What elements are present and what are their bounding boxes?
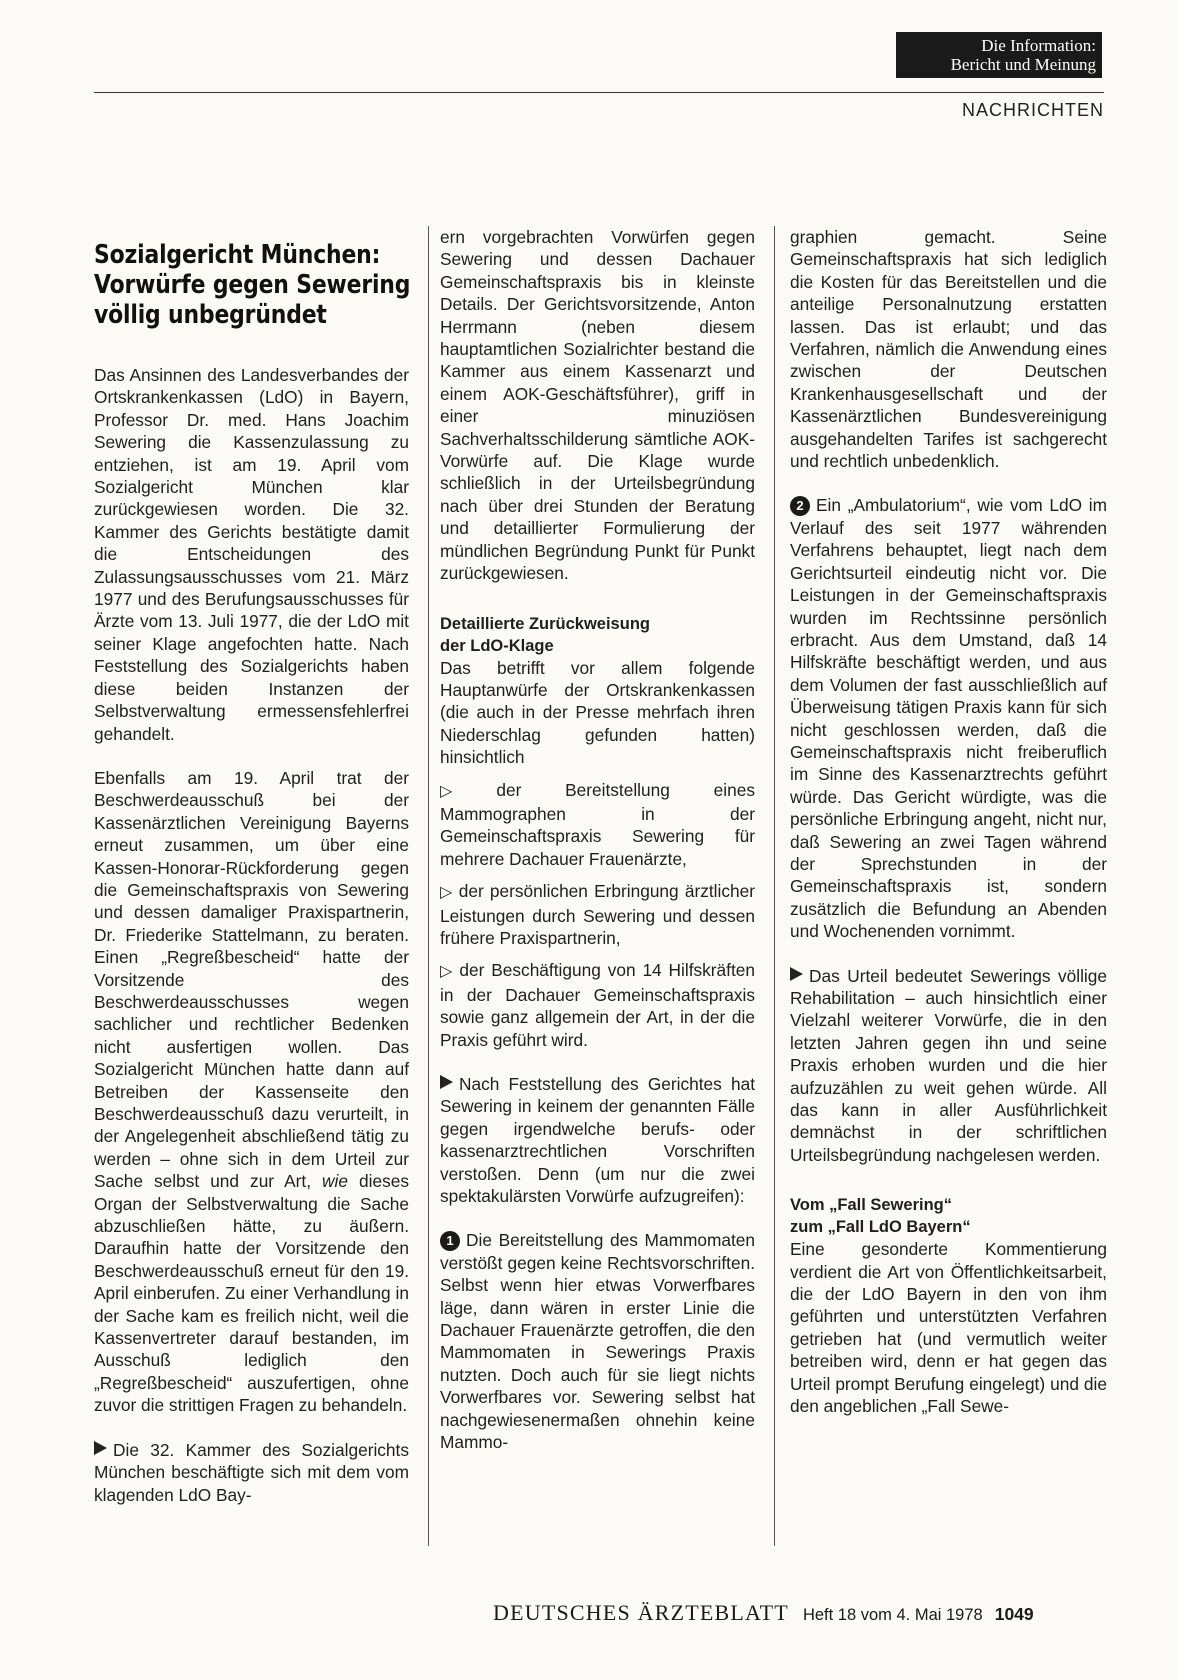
paragraph: ern vorgebrachten Vorwürfen gegen Sewering und dessen Dachauer Gemeinschaftspraxis bis in kleinste Details. Der Gerichtsvorsitzende, Anton Herrmann (neben diesem hauptamtlichen Sozialrichter bestand die Kammer aus einem Kassenarzt und einem AOK-Geschäftsführer), griff in einer minuziösen Sachverhaltsschilderung sämtliche AOK-Vorwürfe auf. Die Klage wurde schließlich in der Urteilsbegründung nach über drei Stunden der Beratung und detaillierter Formulierung der mündlichen Begründung Punkt für Punkt zurückgewiesen. — [440, 227, 755, 584]
headline-line-2: Vorwürfe gegen Sewering — [94, 270, 411, 300]
paragraph-text: Nach Feststellung des Gerichtes hat Sewering in keinem der genannten Fälle gegen irgendwelche berufs- oder kassenarztrechtlichen Vorschriften verstoßen. Denn (um nur die zwei spektakulärsten Vorwürfe aufzugreifen): — [440, 1074, 755, 1207]
list-item-text: der Beschäftigung von 14 Hilfskräften in der Dachauer Gemeinschaftspraxis sowie ganz allgemein der Art, in der die Praxis geführt wird. — [440, 960, 755, 1050]
column-divider-1 — [428, 226, 429, 1546]
rubric-badge — [896, 32, 1102, 78]
paragraph — [440, 1229, 755, 1453]
paragraph-text: Ebenfalls am 19. April trat der Beschwerdeausschuß bei der Kassenärztlichen Vereinigung Bayerns erneut zusammen, um über eine Kassen-Honorar-Rückforderung gegen die Gemeinschaftspraxis von Sewering und dessen damaliger Praxispartnerin, Dr. Friederike Stattelmann, zu beraten. Einen „Regreßbescheid“ hatte der Vorsitzende des Beschwerdeausschusses wegen sachlicher und rechtlicher Bedenken nicht ausfertigen wollen. Das Sozialgericht München hatte dann auf Betreiben der Kassenseite den Beschwerdeausschuß dazu verurteilt, in der Angelegenheit abschließend tätig zu werden – ohne sich in dem Urteil zur Sache selbst und zur Art, — [94, 767, 409, 1192]
subheading-line-1: Detaillierte Zurückweisung — [440, 614, 650, 633]
subheading — [790, 1194, 1107, 1238]
section-label: NACHRICHTEN — [961, 100, 1104, 120]
paragraph-text: Die Bereitstellung des Mammomaten verstößt gegen keine Rechtsvorschriften. Selbst wenn hier etwas Vorwerfbares läge, dann wären in erster Linie die Dachauer Frauenärzte getroffen, die den Mammomaten in Sewerings Praxis nutzten. Doch auch für sie liegt nichts Vorwerfbares vor. Sewering selbst hat nachgewiesenermaßen ohnehin keine Mammo- — [440, 1230, 755, 1453]
paragraph — [790, 494, 1107, 942]
headline-line-3: völlig unbegründet — [94, 300, 327, 330]
open-triangle-icon: ▷ — [440, 782, 492, 800]
number-badge: 2 — [790, 496, 810, 516]
paragraph: Das Ansinnen des Landesverbandes der Ortskrankenkassen (LdO) in Bayern, Professor Dr. med. Hans Joachim Sewering die Kassenzulassung zu entziehen, ist am 19. April vom Sozialgericht München klar zurückgewiesen worden. Die 32. Kammer des Gerichts bestätigte damit die Entscheidungen des Zulassungsausschusses vom 21. März 1977 und des Berufungsausschusses für Ärzte vom 13. Juli 1977, die der LdO mit seiner Klage angefochten hatte. Nach Feststellung des Sozialgerichts haben diese beiden Instanzen der Selbstverwaltung ermessensfehlerfrei gehandelt. — [94, 365, 409, 744]
open-triangle-icon: ▷ — [440, 963, 455, 981]
paragraph — [790, 965, 1107, 1167]
page-footer — [493, 1600, 1103, 1630]
number-badge: 1 — [440, 1231, 460, 1251]
paragraph-text: Das Urteil bedeutet Sewerings völlige Rehabilitation – auch hinsichtlich einer Vielzahl weiterer Vorwürfe, die in den letzten Jahren gegen ihn und seine Praxis erhoben wurden und die hier aufzuzählen zu weit gehen würde. All das kann in aller Ausführlichkeit demnächst in der schriftlichen Urteilsbegründung nachgelesen werden. — [790, 965, 1107, 1165]
list-item-text: der persönlichen Erbringung ärztlicher Leistungen durch Sewering und dessen frühere Praxispartnerin, — [440, 881, 755, 948]
column-divider-2 — [774, 226, 775, 1546]
issue-info: Heft 18 vom 4. Mai 1978 — [802, 1606, 983, 1624]
article-headline — [94, 240, 421, 330]
subheading-line-2: zum „Fall LdO Bayern“ — [790, 1218, 971, 1237]
column-1 — [94, 240, 409, 1506]
paragraph-text: Ein „Ambulatorium“, wie vom LdO im Verlauf des seit 1977 währenden Verfahrens behauptet, liegt nach dem Gerichtsurteil eindeutig nicht vor. Die Leistungen in der Gemeinschaftspraxis wurden im Rechtssinne persönlich erbracht. Aus dem Umstand, daß 14 Hilfskräfte beschäftigt werden, und aus dem Volumen der fast ausschließlich auf Überweisung tätigen Praxis kann für sich nicht geschlossen werden, daß die Gemeinschaftspraxis nicht freiberuflich im Sinne des Kassenarztrechts geführt würde. Das Gericht würdigte, was die persönliche Erbringung angeht, nicht nur, daß Sewering an zwei Tagen während der Sprechstunden in der Gemeinschaftspraxis ist, sondern zusätzlich die Befundung an Abenden und Wochenenden vornimmt. — [790, 495, 1107, 942]
triangle-bullet-icon — [790, 967, 803, 981]
paragraph — [94, 1439, 409, 1506]
paragraph: Eine gesonderte Kommentierung verdient die Art von Öffentlichkeitsarbeit, die der LdO Bayern in den von ihm geführten und unterstützten Verfahren getrieben hat (und vermutlich weiter betreiben wird, denn er hat gegen das Urteil prompt Berufung eingelegt) und die den angeblichen „Fall Sewe- — [790, 1239, 1107, 1417]
column-3 — [790, 226, 1107, 1418]
rubric-line-1: Die Information: — [981, 36, 1096, 55]
column-2 — [440, 226, 755, 1454]
subheading-line-1: Vom „Fall Sewering“ — [790, 1196, 952, 1215]
list-item — [440, 779, 755, 871]
journal-name: DEUTSCHES ÄRZTEBLATT — [493, 1600, 789, 1625]
list-item-text: der Bereitstellung eines Mammographen in der Gemeinschaftspraxis Sewering für mehrere Dachauer Frauenärzte, — [440, 779, 755, 869]
page-number: 1049 — [994, 1604, 1034, 1624]
list-item — [440, 880, 755, 949]
list-item — [440, 959, 755, 1051]
triangle-bullet-icon — [440, 1075, 453, 1089]
header-rule — [94, 92, 1104, 93]
paragraph: Das betrifft vor allem folgende Hauptanwürfe der Ortskrankenkassen (die auch in der Presse mehrfach ihren Niederschlag gefunden hatten) hinsichtlich — [440, 657, 755, 768]
open-triangle-icon: ▷ — [440, 884, 454, 902]
paragraph-text: Die 32. Kammer des Sozialgerichts München beschäftigte sich mit dem vom klagenden LdO Bay- — [94, 1439, 409, 1505]
triangle-bullet-icon — [94, 1441, 107, 1455]
paragraph: graphien gemacht. Seine Gemeinschaftspraxis hat sich lediglich die Kosten für das Bereitstellen und die anteilige Personalnutzung erstatten lassen. Das ist erlaubt; und das Verfahren, nämlich die Anwendung eines zwischen der Deutschen Krankenhausgesellschaft und der Kassenärztlichen Bundesvereinigung ausgehandelten Tarifes ist sachgerecht und rechtlich unbedenklich. — [790, 227, 1107, 472]
rubric-line-2: Bericht und Meinung — [950, 55, 1096, 74]
subheading-line-2: der LdO-Klage — [440, 636, 554, 655]
subheading — [440, 613, 755, 657]
paragraph — [440, 1073, 755, 1207]
paragraph-text: dieses Organ der Selbstverwaltung die Sache abzuschließen hätte, zu äußern. Daraufhin hatte der Vorsitzende den Beschwerdeausschuß erneut für den 19. April einberufen. Zu einer Verhandlung in der Sache kam es freilich nicht, weil die Kassenvertreter darauf bestanden, im Ausschuß lediglich den „Regreßbescheid“ auszufertigen, ohne zuvor die strittigen Fragen zu behandeln. — [94, 1171, 409, 1416]
headline-line-1: Sozialgericht München: — [94, 240, 381, 270]
paragraph — [94, 767, 409, 1417]
emphasis-text: wie — [322, 1171, 348, 1192]
